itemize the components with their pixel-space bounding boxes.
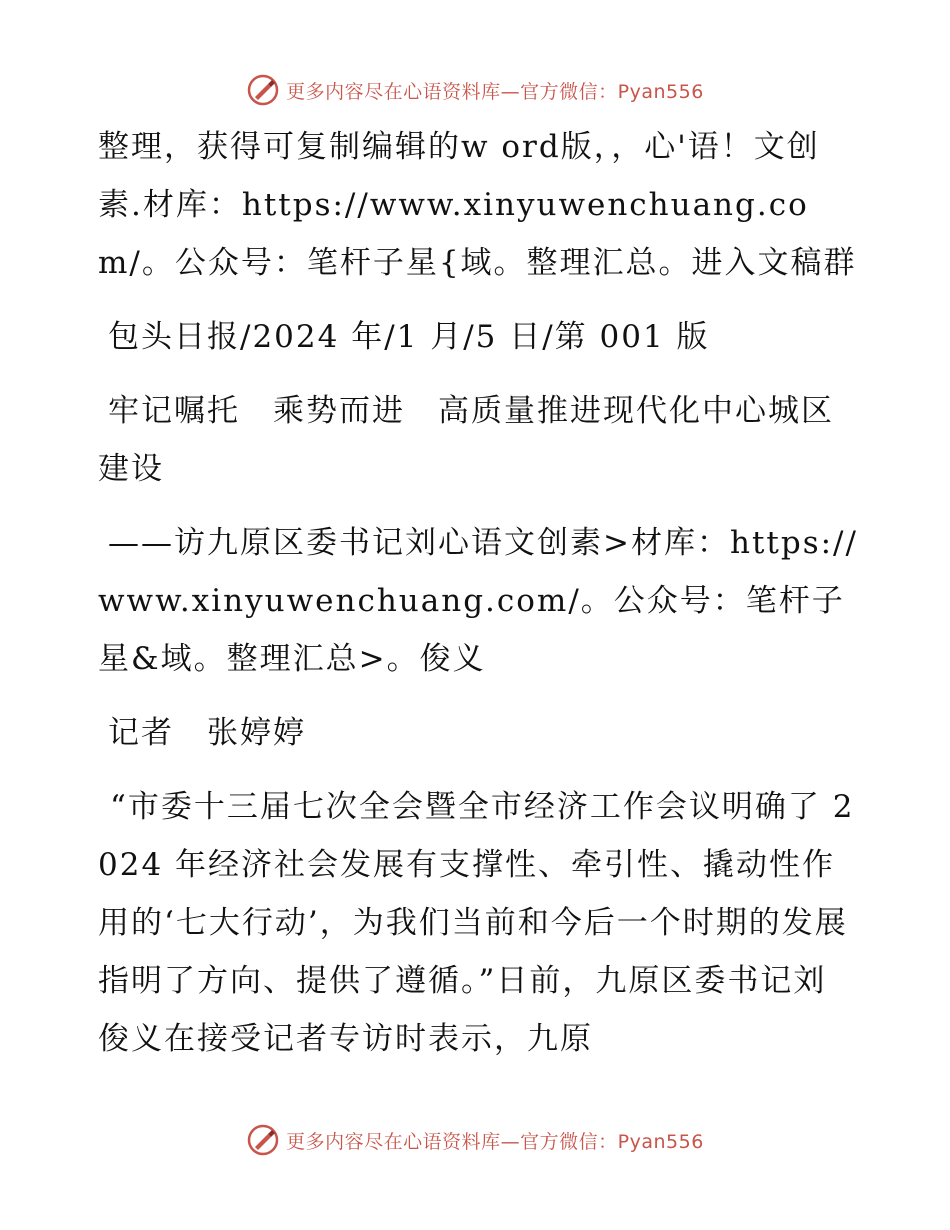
pen-logo-icon [246, 1123, 280, 1157]
body-paragraph: “市委十三届七次全会暨全市经济工作会议明确了 2024 年经济社会发展有支撑性、牵引性、撬动性作用的‘七大行动’，为我们当前和今后一个时期的发展指明了方向、提供了遵循。”日前，九原区委书记刘俊义在接受记者专访时表示，九原 [98, 789, 855, 1057]
pen-logo-icon [246, 73, 280, 107]
subtitle: ——访九原区委书记刘心语文创素>材库：https://www.xinyuwenchuang.com/。公众号：笔杆子星&域。整理汇总>。俊义 [98, 525, 858, 677]
footer-banner [0, 1120, 950, 1160]
header-banner [0, 70, 950, 110]
dateline: 包头日报/2024 年/1 月/5 日/第 001 版 [108, 319, 710, 355]
intro-paragraph: 整理，获得可复制编辑的w ord版，，心'语！文创素.材库：https://www.xinyuwenchuang.com/。公众号：笔杆子星{域。整理汇总。进入文稿群 [98, 129, 857, 281]
document-body [98, 118, 858, 1084]
banner-text: 更多内容尽在心语资料库—官方微信：Pyan556 [286, 80, 704, 103]
banner-text: 更多内容尽在心语资料库—官方微信：Pyan556 [286, 1130, 704, 1153]
headline: 牢记嘱托 乘势而进 高质量推进现代化中心城区建设 [98, 393, 834, 487]
byline: 记者 张婷婷 [108, 715, 306, 751]
